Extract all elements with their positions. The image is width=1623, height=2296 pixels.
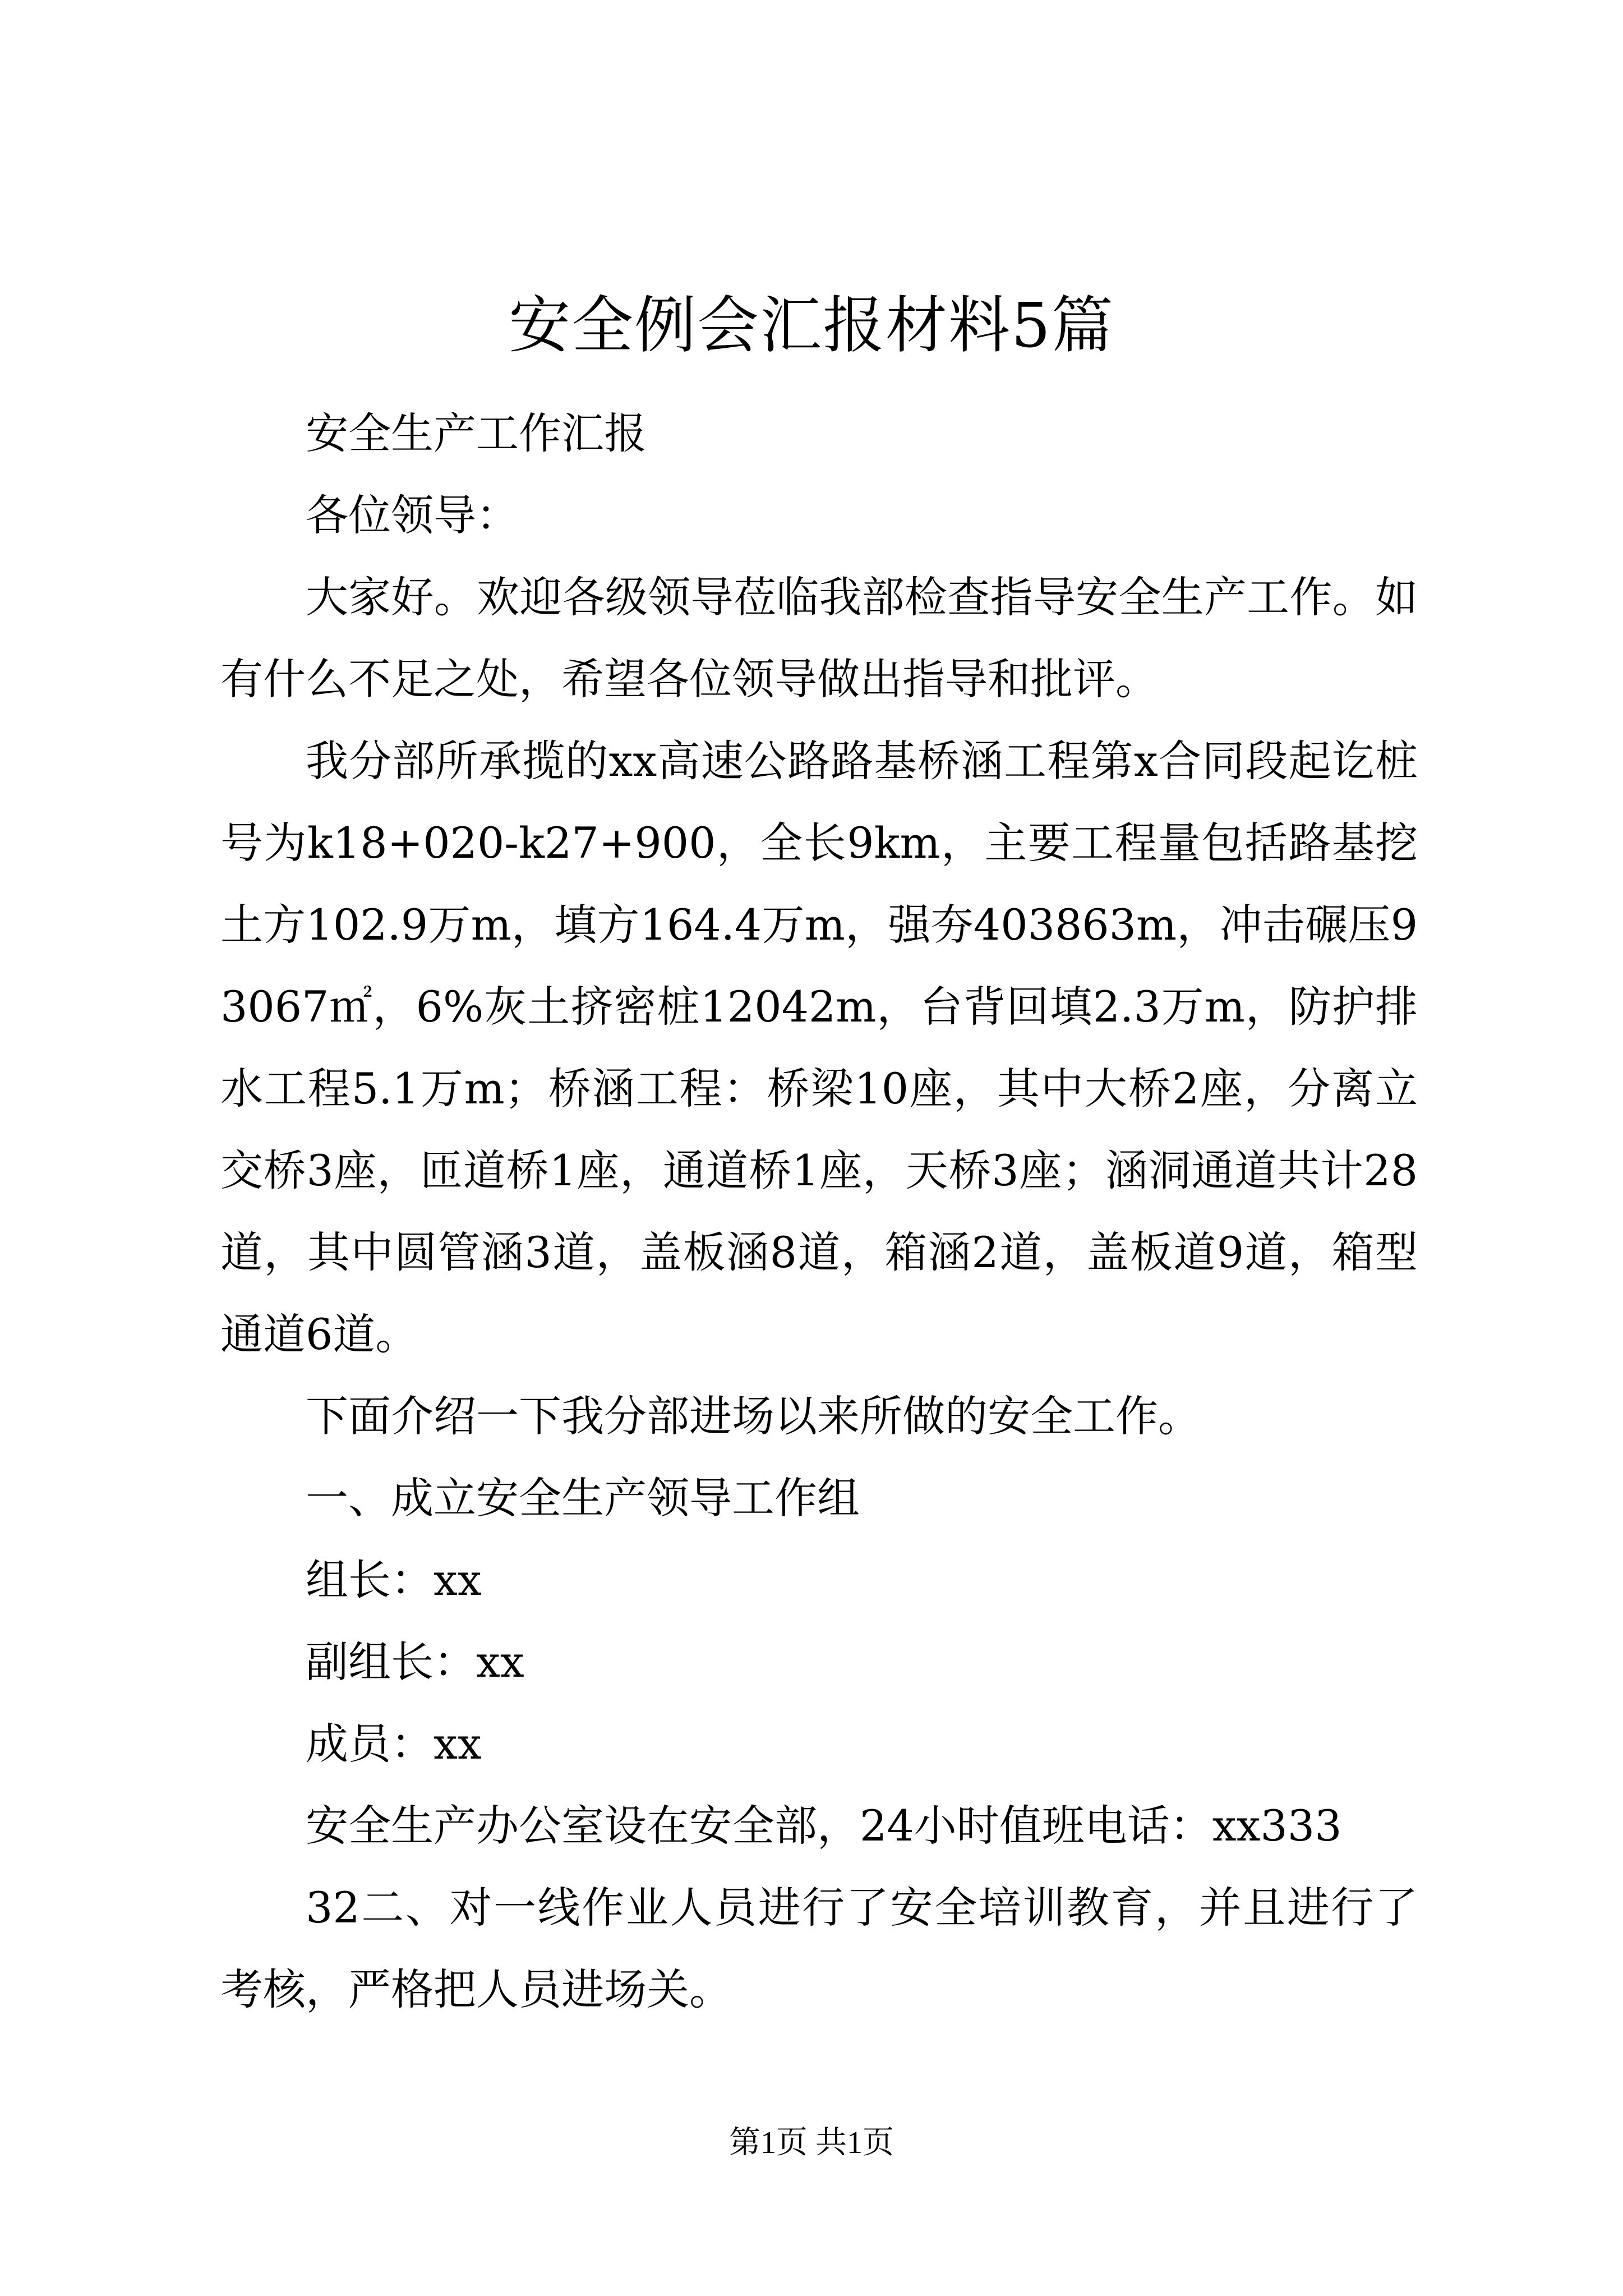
paragraph: 各位领导： xyxy=(306,490,519,540)
paragraph: 安全生产工作汇报 xyxy=(306,408,647,458)
page-footer: 第1页 共1页 xyxy=(729,2125,894,2160)
document-body xyxy=(220,393,1418,2031)
paragraph: 一、成立安全生产领导工作组 xyxy=(306,1473,860,1523)
paragraph: 下面介绍一下我分部进场以来所做的安全工作。 xyxy=(306,1391,1201,1441)
document-title: 安全例会汇报材料5篇 xyxy=(509,289,1114,361)
paragraph: 我分部所承揽的xx高速公路路基桥涵工程第x合同段起讫桩号为k18+020-k27+900，全长9km，主要工程量包括路基挖土方102.9万m，填方164.4万m，强夯403863m，冲击碾压93067㎡，6%灰土挤密桩12042m，台背回填2.3万m，防护排水工程5.1万m；桥涵工程：桥梁10座，其中大桥2座，分离立交桥3座，匝道桥1座，通道桥1座，天桥3座；涵洞通道共计28道，其中圆管涵3道，盖板涵8道，箱涵2道，盖板道9道，箱型通道6道。 xyxy=(220,736,1418,1359)
paragraph: 成员：xx xyxy=(306,1719,482,1769)
paragraph: 安全生产办公室设在安全部，24小时值班电话：xx333 xyxy=(306,1801,1342,1851)
paragraph: 32二、对一线作业人员进行了安全培训教育，并且进行了考核，严格把人员进场关。 xyxy=(220,1883,1418,2014)
paragraph: 大家好。欢迎各级领导莅临我部检查指导安全生产工作。如有什么不足之处，希望各位领导做出指导和批评。 xyxy=(220,572,1418,704)
paragraph: 组长：xx xyxy=(306,1555,482,1605)
paragraph: 副组长：xx xyxy=(306,1637,524,1687)
